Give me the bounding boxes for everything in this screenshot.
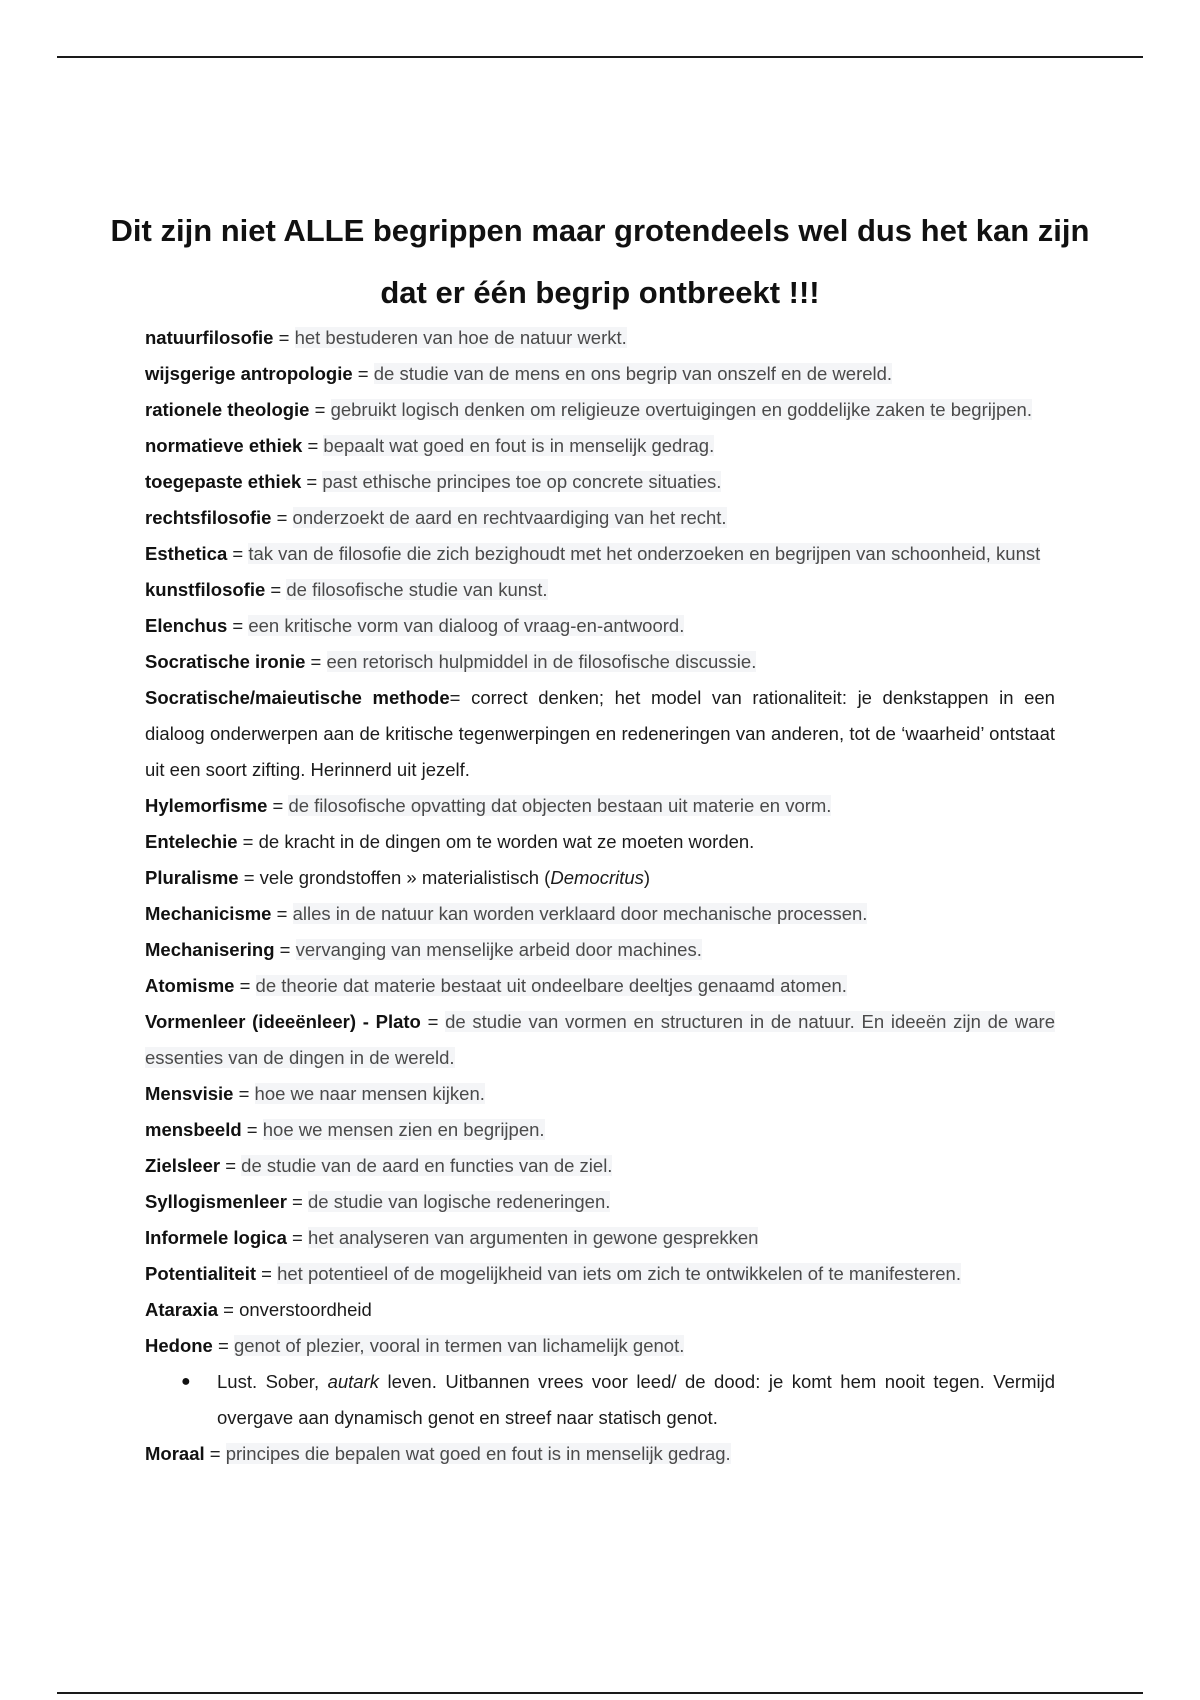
term: Mechanicisme: [145, 903, 272, 924]
bottom-rule: [57, 1692, 1143, 1694]
definition-text: de studie van de aard en functies van de ziel.: [241, 1155, 613, 1176]
glossary-entry: [145, 932, 1055, 968]
definition-text: de theorie dat materie bestaat uit ondeelbare deeltjes genaamd atomen.: [255, 975, 847, 996]
separator: =: [218, 1299, 240, 1320]
definition: [308, 1191, 610, 1212]
separator: =: [267, 795, 289, 816]
glossary-entry: [145, 680, 1055, 788]
separator: =: [286, 1191, 308, 1212]
glossary-entry: [145, 536, 1055, 572]
bullet-text-part: leven. Uitbannen vrees voor leed/ de dood: je komt hem nooit tegen. Vermijd overgave aan dynamisch genot en streef naar statisch genot.: [217, 1371, 1055, 1428]
separator: =: [238, 867, 260, 888]
term: wijsgerige antropologie: [145, 363, 353, 384]
bullet-text: [217, 1371, 1055, 1428]
glossary-entry: [145, 644, 1055, 680]
definition: [286, 579, 547, 600]
separator: =: [301, 471, 323, 492]
separator: =: [274, 939, 296, 960]
definition: [323, 435, 714, 456]
glossary-entry: [145, 860, 1055, 896]
bullet-text-italic: autark: [327, 1371, 379, 1392]
definition-text: genot of plezier, vooral in termen van lichamelijk genot.: [233, 1335, 685, 1356]
glossary-entry: [145, 428, 1055, 464]
definition: [288, 795, 831, 816]
definition: [263, 1119, 545, 1140]
definition: [296, 939, 702, 960]
definition-text: gebruikt logisch denken om religieuze overtuigingen en goddelijke zaken te begrijpen.: [330, 399, 1032, 420]
definition: [331, 399, 1032, 420]
separator: =: [227, 543, 249, 564]
definition-text: de studie van vormen en structuren in de natuur. En ideeën zijn de ware essenties van de dingen in de wereld.: [145, 1011, 1056, 1068]
glossary-entry: [145, 1112, 1055, 1148]
term: mensbeeld: [145, 1119, 242, 1140]
definition: [241, 1155, 612, 1176]
term: Potentialiteit: [145, 1263, 257, 1284]
separator: =: [271, 903, 293, 924]
glossary-entry: [145, 500, 1055, 536]
term: Syllogismenleer: [145, 1191, 287, 1212]
glossary-entry: [145, 896, 1055, 932]
term: Atomisme: [145, 975, 235, 996]
separator: =: [256, 1263, 278, 1284]
glossary-entry: [145, 572, 1055, 608]
separator: =: [220, 1155, 242, 1176]
definition-text: hoe we mensen zien en begrijpen.: [262, 1119, 545, 1140]
separator: =: [265, 579, 287, 600]
definition-text: vervanging van menselijke arbeid door machines.: [295, 939, 702, 960]
top-rule: [57, 56, 1143, 58]
definition-text: alles in de natuur kan worden verklaard door mechanische processen.: [292, 903, 868, 924]
separator: =: [234, 975, 256, 996]
definition-text: de kracht in de dingen om te worden wat ze moeten worden.: [258, 831, 755, 852]
glossary-entry: [145, 968, 1055, 1004]
separator: =: [273, 327, 295, 348]
glossary-entry: [145, 1184, 1055, 1220]
definition: [295, 327, 627, 348]
separator: =: [227, 615, 249, 636]
definition: [259, 831, 755, 852]
glossary-entry: [145, 1256, 1055, 1292]
glossary-entry: [145, 1004, 1055, 1076]
glossary-entry: [145, 392, 1055, 428]
definition-text: de studie van de mens en ons begrip van onszelf en de wereld.: [373, 363, 893, 384]
term: Socratische ironie: [145, 651, 306, 672]
glossary-entry: [145, 608, 1055, 644]
definition: [234, 1335, 684, 1356]
hedone-bullet-list: [145, 1364, 1055, 1436]
definition-text: vele grondstoffen » materialistisch (: [259, 867, 551, 888]
glossary-entry: [145, 788, 1055, 824]
definition-text: de filosofische opvatting dat objecten bestaan uit materie en vorm.: [288, 795, 832, 816]
definition-text: het bestuderen van hoe de natuur werkt.: [294, 327, 627, 348]
separator: =: [204, 1443, 226, 1464]
definition-text: de filosofische studie van kunst.: [286, 579, 548, 600]
definition: [374, 363, 892, 384]
glossary-entry: [145, 1076, 1055, 1112]
term: Hedone: [145, 1335, 213, 1356]
separator: =: [271, 507, 293, 528]
separator: =: [305, 651, 327, 672]
definition-text: hoe we naar mensen kijken.: [254, 1083, 485, 1104]
definition: [248, 615, 684, 636]
definition-text: ): [643, 867, 651, 888]
separator: =: [449, 687, 472, 708]
term: Mensvisie: [145, 1083, 234, 1104]
definition: [293, 903, 868, 924]
term: kunstfilosofie: [145, 579, 266, 600]
definition: [277, 1263, 961, 1284]
definition-text: bepaalt wat goed en fout is in menselijk gedrag.: [323, 435, 715, 456]
term: Mechanisering: [145, 939, 275, 960]
term: Esthetica: [145, 543, 228, 564]
separator: =: [212, 1335, 234, 1356]
term: Entelechie: [145, 831, 238, 852]
definition-text: de studie van logische redeneringen.: [308, 1191, 611, 1212]
definition: [256, 975, 847, 996]
term: Pluralisme: [145, 867, 239, 888]
term: Informele logica: [145, 1227, 287, 1248]
term: Socratische/maieutische methode: [145, 687, 450, 708]
term: toegepaste ethiek: [145, 471, 302, 492]
definition: [308, 1227, 758, 1248]
glossary-entry: [145, 824, 1055, 860]
definition: principes die bepalen wat goed en fout is in menselijk gedrag.: [225, 1443, 731, 1464]
glossary-entry: [145, 1220, 1055, 1256]
definition-text: een kritische vorm van dialoog of vraag-en-antwoord.: [248, 615, 685, 636]
glossary-entry: [145, 320, 1055, 356]
definition: [327, 651, 757, 672]
separator: =: [237, 831, 259, 852]
term: Zielsleer: [145, 1155, 221, 1176]
definition: [293, 507, 727, 528]
definition-text: correct denken; het model van rationaliteit: je denkstappen in een dialoog onderwerpen aan de kritische tegenwerpingen en redeneringen van anderen, tot de ‘waarheid’ ontstaat uit een soort zifting. Herinnerd uit jezelf.: [145, 687, 1055, 780]
definition-text: het potentieel of de mogelijkheid van iets om zich te ontwikkelen of te manifesteren.: [277, 1263, 961, 1284]
term: normatieve ethiek: [145, 435, 303, 456]
glossary-entry: [145, 1148, 1055, 1184]
separator: =: [420, 1011, 446, 1032]
page-title: Dit zijn niet ALLE begrippen maar grotendeels wel dus het kan zijn dat er één begrip ontbreekt !!!: [110, 213, 1090, 310]
bullet-text-part: Lust. Sober,: [217, 1371, 328, 1392]
term: rechtsfilosofie: [145, 507, 272, 528]
glossary-entries: [145, 320, 1055, 1364]
definition: [239, 1299, 372, 1320]
glossary: [145, 320, 1055, 1472]
term: Ataraxia: [145, 1299, 219, 1320]
term: natuurfilosofie: [145, 327, 274, 348]
list-item: [181, 1364, 1055, 1436]
separator: =: [286, 1227, 308, 1248]
separator: =: [233, 1083, 255, 1104]
definition-italic: Democritus: [550, 867, 644, 888]
definition: [255, 1083, 485, 1104]
term: Vormenleer (ideeënleer) - Plato: [145, 1011, 421, 1032]
bullet-icon: ●: [181, 1373, 191, 1390]
definition-text: past ethische principes toe op concrete situaties.: [322, 471, 722, 492]
definition: [260, 867, 650, 888]
definition-text: tak van de filosofie die zich bezighoudt met het onderzoeken en begrijpen van schoonheid, kunst: [248, 543, 1041, 564]
separator: =: [352, 363, 374, 384]
definition-text: een retorisch hulpmiddel in de filosofische discussie.: [326, 651, 757, 672]
separator: =: [241, 1119, 263, 1140]
definition: [248, 543, 1040, 564]
glossary-entry: [145, 356, 1055, 392]
definition-text: het analyseren van argumenten in gewone gesprekken: [307, 1227, 759, 1248]
term: Moraal: [145, 1443, 205, 1464]
glossary-entry: [145, 464, 1055, 500]
separator: =: [302, 435, 324, 456]
definition-text: onderzoekt de aard en rechtvaardiging van het recht.: [292, 507, 727, 528]
glossary-entry: [145, 1292, 1055, 1328]
term: rationele theologie: [145, 399, 310, 420]
glossary-entry: [145, 1328, 1055, 1364]
separator: =: [309, 399, 331, 420]
term: Hylemorfisme: [145, 795, 268, 816]
definition: [322, 471, 721, 492]
definition-text: onverstoordheid: [239, 1299, 372, 1320]
term: Elenchus: [145, 615, 228, 636]
glossary-entry-moraal: [145, 1436, 1055, 1472]
